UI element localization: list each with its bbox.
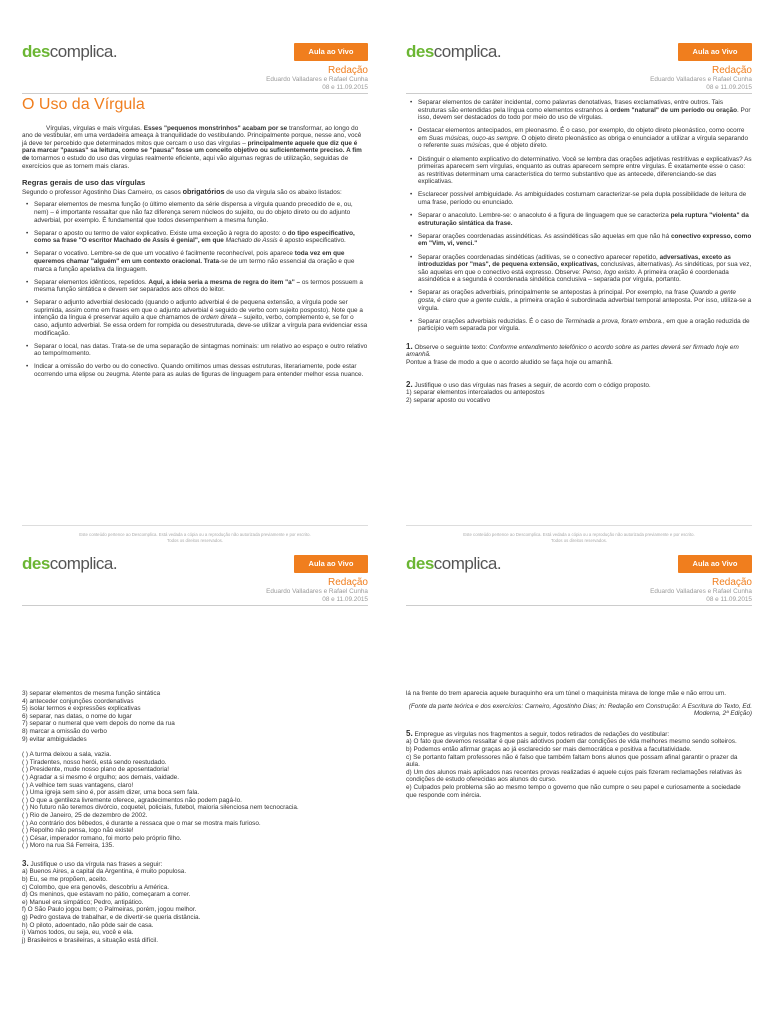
copyright-footer: Este conteúdo pertence ao Descomplica. Está vedada a cópia ou a reprodução não autorizada previamente e por escrito. Todos os direitos reservados. (79, 532, 311, 543)
subject-label: Redação (327, 65, 368, 76)
code-list (22, 690, 368, 743)
list-item: • Separar o adjunto adverbial deslocado (quando o adjunto adverbial é de pequena extensão, a vírgula pode ser suprimida, assim como em frases em que o adjunto adverbial é seguido de verbo com sujeito posposto). Note que a intenção da língua é preservar aquilo a que chamamos de ordem direta – sujeito, verbo, complemento e, se for o caso, adjunto adverbial. Se essa ordem for rompida ou desestruturada, deve-se utilizar a vírgula para evidenciar essa modificação. (34, 299, 368, 337)
list-item: ( ) Tiradentes, nosso herói, está sendo reestudado. (22, 758, 167, 766)
aula-ao-vivo-badge: Aula ao Vivo (294, 43, 368, 61)
list-item: 7) separar o numeral que vem depois do nome da rua (22, 720, 175, 728)
list-item: 3) separar elementos de mesma função sintática (22, 690, 161, 697)
list-item: • Separar o aposto ou termo de valor explicativo. Existe uma exceção à regra do aposto: o do tipo especificativo, como sa frase "O escritor Machado de Assis é genial", em que Machado de Assis é aposto especificativo. (34, 230, 368, 245)
list-item: e) Culpados pelo problema são ao mesmo tempo o governo que não cumpre o seu papel e curiosamente a sociedade que responde com inércia. (406, 783, 741, 799)
list-item: 9) evitar ambiguidades (22, 735, 87, 743)
subject-label: Redação (711, 577, 752, 588)
author-info: Eduardo Valladares e Rafael Cunha 08 e 11.09.2015 (650, 588, 752, 603)
question-1: 1. Observe o seguinte texto: Conforme entendimento telefônico o acordo sobre as partes deverá ser firmado hoje em amanhã. Pontue a frase de modo a que o acordo aludido se faça hoje ou amanhã. (406, 341, 739, 367)
list-item: • Esclarecer possível ambiguidade. As ambiguidades costumam caracterizar-se pela dupla possibilidade de leitura de uma frase, período ou enunciado. (418, 191, 752, 206)
page-3 (0, 512, 384, 1024)
list-item: • Separar as orações adverbiais, principalmente se antepostas à principal. Por exemplo, na frase Quando a gente gosta, é claro que a gente cuida., a primeira oração é subordinada adverbial temporal anteposta. Por isso, utiliza-se a vírgula. (418, 289, 752, 312)
aula-ao-vivo-badge: Aula ao Vivo (294, 555, 368, 573)
list-item: • Separar elementos idênticos, repetidos. Aqui, a ideia seria a mesma de regra do item "a" – os termos possuem a mesma função sintática e devem ser separados aos olhos do leitor. (34, 279, 368, 294)
aula-ao-vivo-badge: Aula ao Vivo (678, 555, 752, 573)
list-item: ( ) Presidente, mude nosso plano de aposentadoria! (22, 766, 170, 774)
page-4-content (406, 690, 752, 799)
page-2 (384, 0, 768, 543)
descomplica-logo: descomplica. (406, 42, 502, 61)
list-item: d) Um dos alunos mais aplicados nas recentes provas realizadas é aquele cujos pais fizeram reclamações relativas às condições de estudo oferecidas aos alunos do curso. (406, 768, 742, 784)
list-item: f) O São Paulo jogou bem; o Palmeiras, porém, jogou melhor. (22, 906, 197, 914)
question-3: 3. Justifique o uso da vírgula nas frases a seguir: a) Buenos Aires, a capital da Argentina, é muito populosa. b) Eu, se me propõem, aceito. c) Colombo, que era genovês, descobriu a América. d) Os meninos, que estavam no pátio, começaram a correr. e) Manuel era simpático; Pedro, antipático. f) O São Paulo jogou bem; o Palmeiras, porém, jogou melhor. g) Pedro gostava de trabalhar, e de divertir-se queria distância. h) O piloto, adoentado, não pôde sair de casa. i) Vamos todos, ou seja, eu, você e ela. j) Brasileiros e brasileiras, a situação está difícil. (22, 860, 368, 945)
list-item: 4) anteceder conjunções coordenativas (22, 697, 134, 705)
list-item: ( ) A turma deixou a sala, vazia. (22, 751, 112, 759)
question-2: 2. Justifique o uso das vírgulas nas frases a seguir, de acordo com o código proposto. 1) separar elementos intercalados ou antepostos 2) separar aposto ou vocativo (406, 379, 651, 404)
subject-label: Redação (327, 577, 368, 588)
header-divider (406, 605, 752, 606)
text-fragment: lá na frente do trem aparecia aquele buraquinho era um túnel o maquinista mirava de longe mãe e não errou um. (406, 690, 727, 697)
section-title: Regras gerais de uso das vírgulas (22, 178, 146, 188)
list-item: c) Se portanto faltam professores não é falso que também faltam bons alunos que possam afinal garantir o prazer da aula. (406, 753, 738, 769)
list-item: ( ) César, imperador romano, foi morto pelo próprio filho. (22, 834, 182, 842)
list-item: a) Buenos Aires, a capital da Argentina, é muito populosa. (22, 868, 187, 876)
list-item: j) Brasileiros e brasileiras, a situação está difícil. (22, 936, 159, 944)
page-4 (384, 512, 768, 1024)
list-item: ( ) Rio de Janeiro, 25 de dezembro de 2002. (22, 811, 148, 819)
descomplica-logo: descomplica. (22, 554, 118, 573)
page-1 (0, 0, 384, 543)
list-item: • Separar o local, nas datas. Trata-se de uma separação de sintagmas nominais: um relativo ao espaço e outro relativo ao tempo/momento. (34, 343, 368, 358)
list-item: 6) separar, nas datas, o nome do lugar (22, 712, 132, 720)
aula-ao-vivo-badge: Aula ao Vivo (678, 43, 752, 61)
list-item: ( ) Repolho não pensa, logo não existe! (22, 827, 134, 835)
copyright-footer: Este conteúdo pertence ao Descomplica. Está vedada a cópia ou a reprodução não autorizada previamente e por escrito. Todos os direitos reservados. (463, 532, 695, 543)
descomplica-logo: descomplica. (22, 42, 118, 61)
author-info: Eduardo Valladares e Rafael Cunha 08 e 11.09.2015 (266, 76, 368, 91)
list-item: • Separar elementos de mesma função (o último elemento da série dispensa a vírgula quando precedido de e, ou, nem) – é importante ressaltar que não faz diferença serem núcleos do sujeito, ou do objeto direto ou do adjunto adverbial, por exemplo. É fundamental que todos desempenhem a mesma função. (34, 201, 368, 224)
author-info: Eduardo Valladares e Rafael Cunha 08 e 11.09.2015 (266, 588, 368, 603)
header-divider (22, 605, 368, 606)
rules-list (406, 99, 752, 333)
list-item: c) Colombo, que era genovês, descobriu a América. (22, 883, 170, 891)
source-citation: (Fonte da parte teórica e dos exercícios: Carneiro, Agostinho Dias; in: Redação em Construção: A Escritura do Texto, Ed. Moderna, 2ª Edição) (408, 702, 752, 718)
list-item: • Separar orações coordenadas sindéticas (aditivas, se o conectivo aparecer repetido, adversativas, exceto as introduzidas por "mas", de pequena extensão, explicativas, conclusivas, alternativas). As sindéticas, por sua vez, são aquelas em que o conectivo está expresso. Observe: Penso, logo existo. A primeira oração é coordenada assindética e a segunda é coordenada sindética conclusiva – separada por vírgula, portanto. (418, 254, 752, 284)
list-item: e) Manuel era simpático; Pedro, antipático. (22, 898, 144, 906)
section-intro: Segundo o professor Agostinho Dias Carneiro, os casos obrigatórios de uso da vírgula são os abaixo listados: (22, 186, 342, 196)
list-item: i) Vamos todos, ou seja, eu, você e ela. (22, 929, 134, 937)
page-2-content (406, 99, 752, 404)
list-item: • Separar o anacoluto. Lembre-se: o anacoluto é a figura de linguagem que se caracteriza pela ruptura "violenta" da estruturação sintática da frase. (418, 212, 752, 227)
header-divider (22, 93, 368, 94)
list-item: • Separar elementos de caráter incidental, como palavras denotativas, frases exclamativas, entre outros. Tais estruturas são entendidas pela língua como elementos estranhos à ordem "natural" de um período ou oração. Por isso, devem ser destacados do todo por meio do uso de vírgulas. (418, 99, 752, 122)
author-info: Eduardo Valladares e Rafael Cunha 08 e 11.09.2015 (650, 76, 752, 91)
rules-list (22, 201, 368, 378)
list-item: ( ) Uma igreja sem sino é, por assim dizer, uma boca sem fala. (22, 789, 200, 797)
list-item: g) Pedro gostava de trabalhar, e de divertir-se queria distância. (22, 914, 201, 922)
page-1-content (22, 95, 368, 384)
list-item: ( ) A velhice tem suas vantagens, claro! (22, 781, 134, 789)
list-item: ( ) O que a gentileza livremente oferece, agradecimentos não podem pagá-lo. (22, 796, 242, 804)
list-item: • Separar orações adverbiais reduzidas. É o caso de Terminada a prova, foram embora., em que a oração reduzida de particípio vem separada por vírgula. (418, 318, 752, 333)
list-item: • Separar orações coordenadas assindéticas. As assindéticas são aquelas em que não há conectivo expresso, como em "Vim, vi, venci." (418, 233, 752, 248)
list-item: 5) isolar termos e expressões explicativas (22, 705, 141, 713)
list-item: • Destacar elementos antecipados, em pleonasmo. É o caso, por exemplo, do objeto direto pleonástico, como ocorre em Suas músicas, ouço-as sempre. O objeto direto pleonástico as obriga o enunciador a utilizar a vírgula separando o referente suas músicas, que é objeto direto. (418, 127, 752, 150)
list-item: ( ) Agradar a si mesmo é orgulho; aos demais, vaidade. (22, 773, 180, 781)
list-item: ( ) No futuro não teremos divórcio, coquetel, policiais, futebol, maioria silenciosa nem tecnocracia. (22, 804, 299, 812)
sentence-list (22, 751, 368, 850)
list-item: ( ) Ao contrário dos bêbedos, é durante a ressaca que o mar se mostra mais furioso. (22, 819, 261, 827)
list-item: a) O fato que devemos ressaltar é que pais adotivos podem dar condições de vida melhores mesmo sendo solteiros. (406, 738, 737, 746)
descomplica-logo: descomplica. (406, 554, 502, 573)
intro-paragraph: Vírgulas, vírgulas e mais vírgulas. Esses "pequenos monstrinhos" acabam por se transformar, ao longo do ano de vestibular, em uma verdadeira ameaça à tranquilidade do vestibulando. Principalmente porque, nesse ano, você já deve ter percebido que determinados mitos que cercam o uso das vírgulas – principalmente aquele que diz que é para marcar "pausas" sa leitura, como se "pausa" fosse um conceito objetivo ou suficientemente preciso. A fim de tornarmos o estudo do uso das vírgulas realmente eficiente, aqui vão algumas regras de utilização, seguidas de exercícios que as tornem mais claras. (22, 124, 362, 170)
list-item: 8) marcar a omissão do verbo (22, 727, 107, 735)
list-item: b) Podemos então afirmar graças ao já esclarecido ser mais democrática e positiva a facultatividade. (406, 745, 692, 753)
question-5: 5. Empregue as vírgulas nos fragmentos a seguir, todos retirados de redações do vestibular: a) O fato que devemos ressaltar é que pais adotivos podem dar condições de vida melhores mesmo sendo solteiros. b) Podemos então afirmar graças ao já esclarecido ser mais democrática e positiva a facultatividade. c) Se portanto faltam professores não é falso que também faltam bons alunos que possam afinal garantir o prazer da aula. d) Um dos alunos mais aplicados nas recentes provas realizadas é aquele cujos pais fizeram reclamações relativas às condições de estudo oferecidas aos alunos do curso. e) Culpados pelo problema são ao mesmo tempo o governo que não cumpre o seu papel e curiosamente a sociedade que responde com inércia. (406, 730, 752, 799)
list-item: • Indicar a omissão do verbo ou do conectivo. Quando omitimos umas dessas estruturas, literariamente, pode estar ocorrendo uma elipse ou zeugma. Atente para as aulas de figuras de linguagem para entender melhor essa nuance. (34, 363, 368, 378)
page-title: O Uso da Vírgula (22, 96, 145, 113)
subject-label: Redação (711, 65, 752, 76)
list-item: h) O piloto, adoentado, não pôde sair de casa. (22, 921, 154, 929)
list-item: • Separar o vocativo. Lembre-se de que um vocativo é facilmente reconhecível, pois aparece toda vez em que queremos chamar "alguém" em um contexto oracional. Trata-se de um termo não essencial da oração e que marca a função apelativa da linguagem. (34, 250, 368, 273)
page-3-content (22, 690, 368, 944)
list-item: ( ) Moro na rua Sá Ferreira, 135. (22, 842, 114, 850)
header-divider (406, 93, 752, 94)
list-item: d) Os meninos, que estavam no pátio, começaram a correr. (22, 891, 191, 899)
list-item: • Distinguir o elemento explicativo do determinativo. Você se lembra das orações adjetivas restritivas e explicativas? As primeiras aparecem sem vírgulas, enquanto as outras aparecem sempre entre vírgulas. É exatamente esse o caso: as restritivas determinam uma característica do termo substantivo que as antecede, diferenciando-se das explicativas. (418, 156, 752, 186)
list-item: b) Eu, se me propõem, aceito. (22, 876, 108, 884)
